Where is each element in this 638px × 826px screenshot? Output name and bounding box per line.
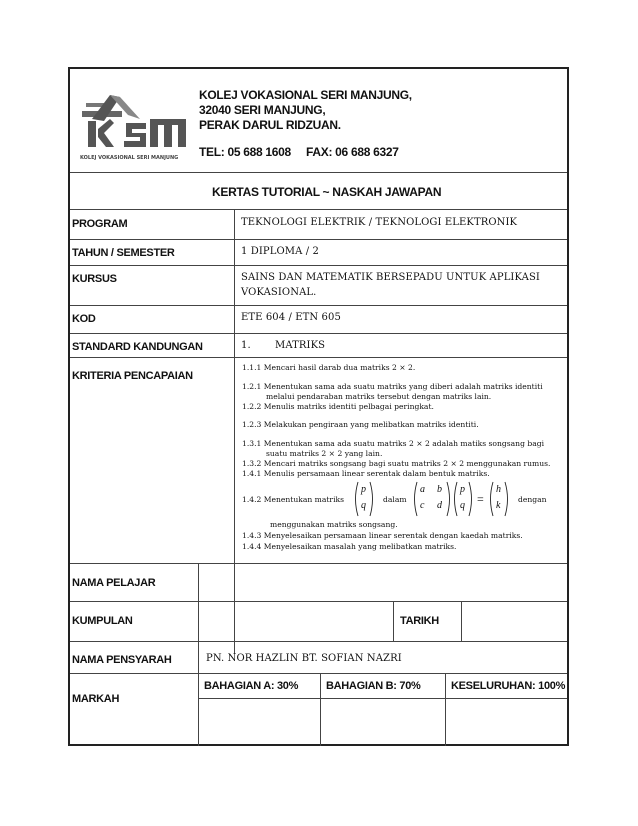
standard-number: 1. <box>241 340 251 351</box>
tahun-value: 1 DIPLOMA / 2 <box>241 246 319 257</box>
pensyarah-label: NAMA PENSYARAH <box>72 654 172 666</box>
matrix-pq <box>353 481 375 517</box>
matrix-b: b <box>437 484 442 495</box>
keseluruhan-score[interactable] <box>447 700 567 744</box>
matrix-abcd <box>412 481 452 517</box>
matrix-p: p <box>460 484 465 495</box>
telephone: TEL: 05 688 1608 <box>199 145 291 159</box>
matrix-hk <box>488 481 510 517</box>
kumpulan-value[interactable] <box>206 615 386 629</box>
criterion-1-4-2-dalam: dalam <box>383 495 407 504</box>
matrix-q: q <box>460 500 465 511</box>
matrix-k: k <box>496 500 501 511</box>
markah-label: MARKAH <box>72 693 120 705</box>
address-line-2: PERAK DARUL RIDZUAN. <box>199 118 341 132</box>
criterion-1-4-4: 1.4.4 Menyelesaikan masalah yang melibatkan matriks. <box>242 542 457 551</box>
tarikh-value[interactable] <box>468 615 558 629</box>
kursus-label: KURSUS <box>72 273 117 285</box>
bahagian-a-header: BAHAGIAN A: 30% <box>204 680 299 692</box>
kursus-value-line-1: SAINS DAN MATEMATIK BERSEPADU UNTUK APLIKASI <box>241 272 540 283</box>
paren-icon <box>412 481 452 517</box>
kriteria-label: KRITERIA PENCAPAIAN <box>72 370 193 382</box>
kursus-value-line-2: VOKASIONAL. <box>241 287 317 298</box>
criterion-1-4-2-cont: menggunakan matriks songsang. <box>270 520 398 529</box>
document-title: KERTAS TUTORIAL ~ NASKAH JAWAPAN <box>212 185 442 199</box>
program-label: PROGRAM <box>72 218 128 230</box>
criterion-1-3-2: 1.3.2 Mencari matriks songsang bagi suatu matriks 2 × 2 menggunakan rumus. <box>242 459 551 468</box>
matrix-d: d <box>437 500 442 511</box>
criterion-1-1-1: 1.1.1 Mencari hasil darab dua matriks 2 × 2. <box>242 363 416 372</box>
matrix-c: c <box>420 500 425 511</box>
logo-caption: KOLEJ VOKASIONAL SERI MANJUNG <box>80 155 179 161</box>
criterion-1-4-2: 1.4.2 Menentukan matriks <box>242 495 344 504</box>
college-name: KOLEJ VOKASIONAL SERI MANJUNG, <box>199 88 412 102</box>
matrix-q: q <box>361 500 366 511</box>
criterion-1-3-1: 1.3.1 Menentukan sama ada suatu matriks 2 × 2 adalah matiks songsang bagi <box>242 439 545 448</box>
college-logo-icon <box>80 89 194 161</box>
criterion-1-2-3: 1.2.3 Melakukan pengiraan yang melibatkan matriks identiti. <box>242 420 479 429</box>
bahagian-b-header: BAHAGIAN B: 70% <box>326 680 421 692</box>
nama-pelajar-value[interactable] <box>206 577 556 591</box>
kumpulan-label: KUMPULAN <box>72 615 133 627</box>
matrix-pq-2 <box>452 481 474 517</box>
criterion-1-3-1-cont: suatu matriks 2 × 2 yang lain. <box>266 449 383 458</box>
keseluruhan-header: KESELURUHAN: 100% <box>451 680 566 692</box>
matrix-p: p <box>361 484 366 495</box>
criterion-1-2-1: 1.2.1 Menentukan sama ada suatu matriks yang diberi adalah matriks identiti <box>242 382 543 391</box>
criterion-1-2-1-cont: melalui pendaraban matriks tersebut dengan matriks lain. <box>266 392 492 401</box>
kod-value: ETE 604 / ETN 605 <box>241 312 341 323</box>
criterion-1-4-1: 1.4.1 Menulis persamaan linear serentak dalam bentuk matriks. <box>242 469 490 478</box>
college-logo <box>80 89 194 161</box>
matrix-equals: = <box>477 492 484 506</box>
criterion-1-4-3: 1.4.3 Menyelesaikan persamaan linear serentak dengan kaedah matriks. <box>242 531 523 540</box>
nama-pelajar-label: NAMA PELAJAR <box>72 577 156 589</box>
tahun-label: TAHUN / SEMESTER <box>72 247 175 259</box>
kod-label: KOD <box>72 313 96 325</box>
criterion-1-2-2: 1.2.2 Menulis matriks identiti pelbagai peringkat. <box>242 402 434 411</box>
tarikh-label: TARIKH <box>400 615 439 627</box>
form-frame <box>68 67 569 746</box>
bahagian-b-score[interactable] <box>322 700 443 744</box>
criterion-1-4-2-dengan: dengan <box>518 495 547 504</box>
standard-label: STANDARD KANDUNGAN <box>72 341 203 353</box>
pensyarah-value: PN. NOR HAZLIN BT. SOFIAN NAZRI <box>206 653 402 664</box>
program-value: TEKNOLOGI ELEKTRIK / TEKNOLOGI ELEKTRONIK <box>241 217 518 228</box>
bahagian-a-score[interactable] <box>200 700 318 744</box>
address-line-1: 32040 SERI MANJUNG, <box>199 103 326 117</box>
matrix-h: h <box>496 484 501 495</box>
fax: FAX: 06 688 6327 <box>306 145 399 159</box>
matrix-a: a <box>420 484 425 495</box>
standard-value: MATRIKS <box>275 340 326 351</box>
